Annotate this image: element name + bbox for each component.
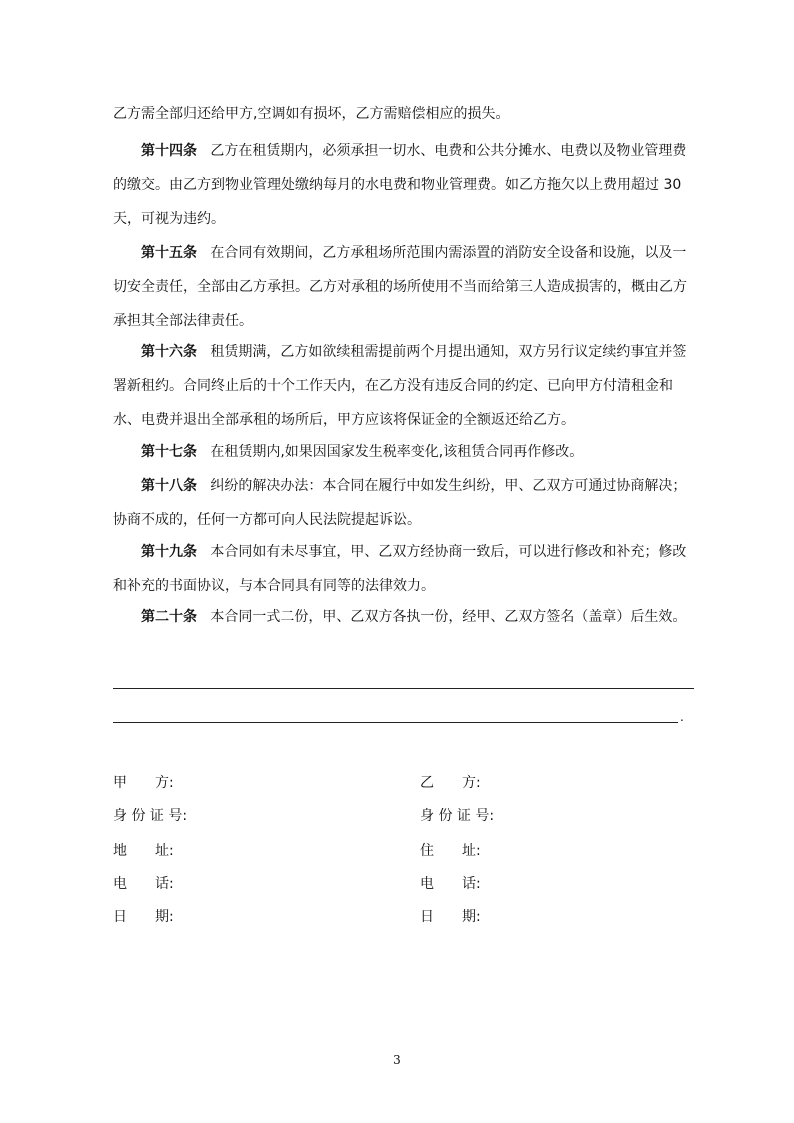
article-number: 第十九条 bbox=[141, 544, 197, 560]
article-text: 纠纷的解决办法：本合同在履行中如发生纠纷，甲、乙双方可通过协商解决；协商不成的，任何一方都可向人民法院提起诉讼。 bbox=[113, 478, 687, 528]
article-14 bbox=[113, 134, 698, 236]
article-number: 第十七条 bbox=[141, 444, 197, 460]
article-text: 在合同有效期间，乙方承租场所范围内需添置的消防安全设备和设施，以及一切安全责任，全部由乙方承担。乙方对承租的场所使用不当而给第三人造成损害的，概由乙方承担其全部法律责任。 bbox=[113, 245, 687, 329]
article-text: 在租赁期内,如果因国家发生税率变化,该租赁合同再作修改。 bbox=[210, 444, 584, 460]
party-a-phone-label: 电 话: bbox=[113, 876, 174, 892]
article-number: 第十六条 bbox=[141, 344, 197, 360]
article-19 bbox=[113, 535, 698, 603]
paragraph-text: 乙方需全部归还给甲方,空调如有损坏，乙方需赔偿相应的损失。 bbox=[113, 106, 510, 122]
party-a-address-label: 地 址: bbox=[113, 843, 174, 859]
blank-line-2 bbox=[113, 722, 678, 723]
article-16 bbox=[113, 335, 698, 437]
article-text: 本合同一式二份，甲、乙双方各执一份，经甲、乙双方签名（盖章）后生效。 bbox=[210, 609, 687, 625]
blank-line-end-mark: . bbox=[680, 710, 684, 724]
article-17 bbox=[113, 435, 698, 469]
article-18 bbox=[113, 469, 698, 537]
article-text: 租赁期满，乙方如欲续租需提前两个月提出通知，双方另行议定续约事宜并签署新租约。合同终止后的十个工作天内，在乙方没有违反合同的约定、已向甲方付清租金和水、电费并退出全部承租的场所后，甲方应该将保证金的全额返还给乙方。 bbox=[113, 344, 687, 428]
party-a-id-label: 身 份 证 号: bbox=[113, 808, 188, 824]
article-number: 第十八条 bbox=[141, 478, 197, 494]
party-b-label: 乙 方: bbox=[420, 775, 481, 791]
article-text: 乙方在租赁期内，必须承担一切水、电费和公共分摊水、电费以及物业管理费的缴交。由乙方到物业管理处缴纳每月的水电费和物业管理费。如乙方拖欠以上费用超过 30 天，可视为违约。 bbox=[113, 143, 687, 227]
party-b-id-label: 身 份 证 号: bbox=[420, 808, 495, 824]
paragraph-continuation bbox=[113, 97, 698, 131]
party-b-address-label: 住 址: bbox=[420, 843, 481, 859]
party-a-label: 甲 方: bbox=[113, 775, 174, 791]
party-b-date-label: 日 期: bbox=[420, 909, 481, 925]
article-text: 本合同如有未尽事宜，甲、乙双方经协商一致后，可以进行修改和补充；修改和补充的书面协议，与本合同具有同等的法律效力。 bbox=[113, 544, 687, 594]
article-number: 第十五条 bbox=[141, 245, 197, 261]
page-number: 3 bbox=[393, 1053, 401, 1067]
party-a-date-label: 日 期: bbox=[113, 909, 174, 925]
article-20 bbox=[113, 600, 698, 634]
blank-line-1 bbox=[113, 688, 694, 689]
article-number: 第十四条 bbox=[141, 143, 197, 159]
article-number: 第二十条 bbox=[141, 609, 197, 625]
article-15 bbox=[113, 236, 698, 338]
party-b-phone-label: 电 话: bbox=[420, 876, 481, 892]
